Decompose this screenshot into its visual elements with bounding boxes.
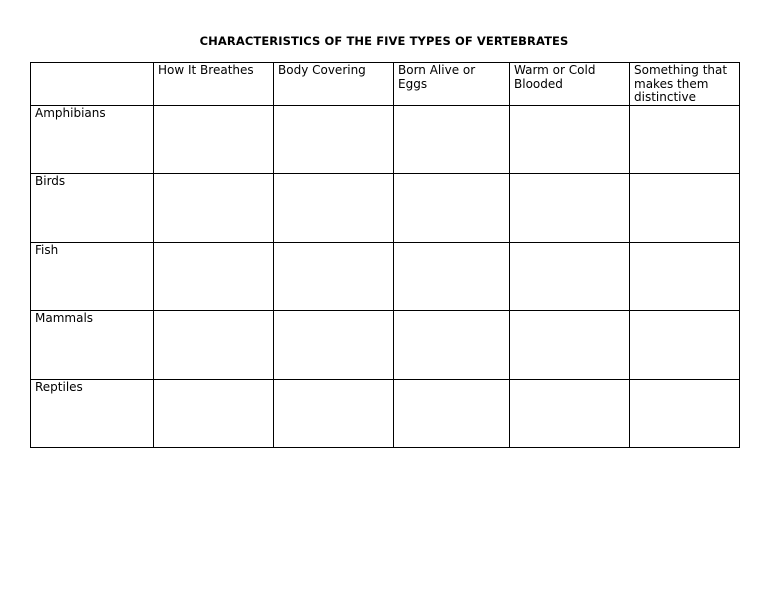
- table-cell: [510, 174, 630, 243]
- table-cell: [154, 105, 274, 174]
- table-cell: [274, 242, 394, 311]
- table-cell: [274, 379, 394, 448]
- table-cell: [394, 174, 510, 243]
- table-cell: [274, 311, 394, 380]
- row-label-reptiles: Reptiles: [31, 379, 154, 448]
- table-cell: [630, 311, 740, 380]
- table-cell: [154, 311, 274, 380]
- row-label-mammals: Mammals: [31, 311, 154, 380]
- table-row-fish: [31, 242, 740, 311]
- vertebrates-table: [30, 62, 740, 448]
- table-cell: [630, 105, 740, 174]
- table-cell: [154, 379, 274, 448]
- header-cell-corner: [31, 63, 154, 106]
- row-label-amphibians: Amphibians: [31, 105, 154, 174]
- header-cell-warm-or-cold-blooded: Warm or Cold Blooded: [510, 63, 630, 106]
- table-cell: [154, 242, 274, 311]
- row-label-birds: Birds: [31, 174, 154, 243]
- table-cell: [630, 174, 740, 243]
- table-cell: [154, 174, 274, 243]
- table-cell: [510, 379, 630, 448]
- table-cell: [274, 105, 394, 174]
- header-row: [31, 63, 740, 106]
- row-label-fish: Fish: [31, 242, 154, 311]
- header-cell-born-alive-or-eggs: Born Alive or Eggs: [394, 63, 510, 106]
- table-cell: [394, 105, 510, 174]
- table-cell: [394, 311, 510, 380]
- table-cell: [510, 242, 630, 311]
- header-cell-body-covering: Body Covering: [274, 63, 394, 106]
- table-row-mammals: [31, 311, 740, 380]
- header-cell-distinctive: Something that makes them distinctive: [630, 63, 740, 106]
- table-cell: [630, 242, 740, 311]
- table-row-birds: [31, 174, 740, 243]
- table-cell: [274, 174, 394, 243]
- header-cell-how-it-breathes: How It Breathes: [154, 63, 274, 106]
- table-row-amphibians: [31, 105, 740, 174]
- page-title: CHARACTERISTICS OF THE FIVE TYPES OF VERTEBRATES: [199, 34, 569, 48]
- table-cell: [630, 379, 740, 448]
- table-cell: [510, 311, 630, 380]
- table-row-reptiles: [31, 379, 740, 448]
- table-cell: [510, 105, 630, 174]
- table-cell: [394, 379, 510, 448]
- table-cell: [394, 242, 510, 311]
